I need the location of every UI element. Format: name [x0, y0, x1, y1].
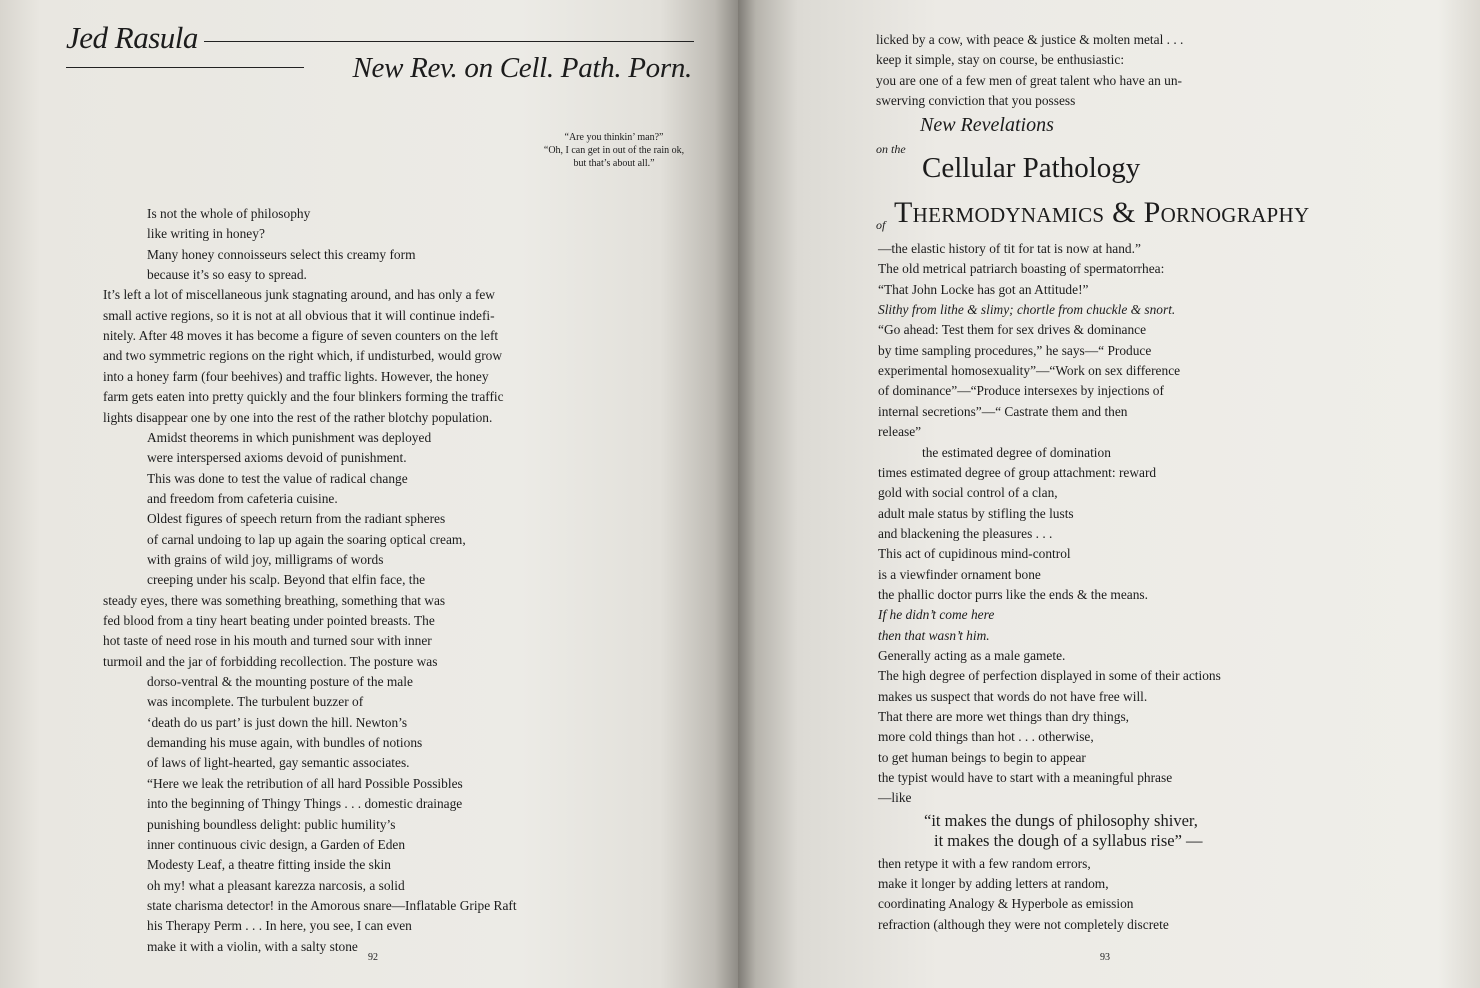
text-line: his Therapy Perm . . . In here, you see, I can even	[147, 918, 412, 934]
text-line: of dominance”—“Produce intersexes by injections of	[878, 383, 1164, 399]
text-line: —the elastic history of tit for tat is now at hand.”	[878, 241, 1141, 256]
page-number-right: 93	[1100, 952, 1110, 963]
text-line: then retype it with a few random errors,	[878, 855, 1091, 871]
text-line: Is not the whole of philosophy	[147, 206, 311, 221]
text-line: of carnal undoing to lap up again the soaring optical cream,	[147, 531, 466, 547]
text-line: with grains of wild joy, milligrams of words	[147, 551, 384, 567]
text-line: you are one of a few men of great talent who have an un-	[876, 72, 1182, 88]
text-line: hot taste of need rose in his mouth and turned sour with inner	[103, 633, 432, 649]
text-line: creeping under his scalp. Beyond that elfin face, the	[147, 572, 426, 588]
text-line: like writing in honey?	[147, 226, 265, 242]
text-line: more cold things than hot . . . otherwise,	[878, 729, 1094, 745]
title-thermodynamics-pornography: Thermodynamics & Pornography	[894, 196, 1310, 229]
text-line: by time sampling procedures,” he says—“ Produce	[878, 342, 1152, 358]
text-line: “it makes the dungs of philosophy shiver,	[924, 810, 1198, 830]
text-line: Many honey connoisseurs select this creamy form	[147, 246, 416, 262]
text-line: refraction (although they were not completely discrete	[878, 916, 1169, 932]
text-line: into the beginning of Thingy Things . . . domestic drainage	[147, 796, 463, 812]
text-line: and freedom from cafeteria cuisine.	[147, 490, 338, 506]
right-page	[738, 0, 1480, 988]
text-line: The old metrical patriarch boasting of spermatorrhea:	[878, 261, 1165, 277]
text-line: of laws of light-hearted, gay semantic associates.	[147, 755, 410, 771]
text-line: adult male status by stifling the lusts	[878, 505, 1074, 521]
text-line: to get human beings to begin to appear	[878, 749, 1086, 765]
text-line: oh my! what a pleasant karezza narcosis, a solid	[147, 877, 405, 893]
text-line: Generally acting as a male gamete.	[878, 648, 1066, 663]
on-the-label: on the	[876, 142, 906, 156]
text-line: Modesty Leaf, a theatre fitting inside the skin	[147, 857, 391, 873]
text-line: gold with social control of a clan,	[878, 485, 1058, 501]
author-name: Jed Rasula	[66, 20, 198, 55]
text-line: ‘death do us part’ is just down the hill. Newton’s	[147, 714, 408, 730]
text-line: make it with a violin, with a salty stone	[147, 938, 358, 954]
text-line: into a honey farm (four beehives) and traffic lights. However, the honey	[103, 368, 489, 384]
text-line: fed blood from a tiny heart beating under pointed breasts. The	[103, 613, 435, 628]
text-line: times estimated degree of group attachment: reward	[878, 464, 1157, 480]
show-through-text	[1138, 20, 1478, 940]
text-line: That there are more wet things than dry things,	[878, 709, 1130, 725]
text-line: It’s left a lot of miscellaneous junk stagnating around, and has only a few	[103, 287, 495, 303]
text-line: “Go ahead: Test them for sex drives & dominance	[878, 322, 1147, 338]
text-line: and two symmetric regions on the right which, if undisturbed, would grow	[103, 348, 503, 364]
text-line: dorso-ventral & the mounting posture of the male	[147, 674, 413, 690]
text-line: farm gets eaten into pretty quickly and the four blinkers forming the traffic	[103, 389, 504, 405]
text-line: were interspersed axioms devoid of punishment.	[147, 450, 407, 466]
text-line: experimental homosexuality”—“Work on sex difference	[878, 363, 1181, 379]
article-title: New Rev. on Cell. Path. Porn.	[352, 52, 692, 84]
text-line: swerving conviction that you possess	[876, 92, 1076, 108]
epigraph-line: “Are you thinkin’ man?”	[564, 132, 664, 143]
text-line: This act of cupidinous mind-control	[878, 546, 1071, 562]
text-line: “That John Locke has got an Attitude!”	[878, 281, 1089, 297]
text-line: keep it simple, stay on course, be enthusiastic:	[876, 52, 1125, 68]
header-rule-top	[204, 41, 694, 42]
epigraph-line: but that’s about all.”	[573, 158, 655, 169]
text-line: make it longer by adding letters at random,	[878, 875, 1109, 891]
text-line: the typist would have to start with a meaningful phrase	[878, 770, 1173, 786]
text-line: licked by a cow, with peace & justice & molten metal . . .	[876, 32, 1184, 47]
text-line: internal secretions”—“ Castrate them and then	[878, 403, 1128, 419]
text-line: it makes the dough of a syllabus rise” —	[934, 831, 1203, 851]
page-number-left: 92	[368, 952, 378, 963]
text-line: and blackening the pleasures . . .	[878, 525, 1053, 541]
text-line: coordinating Analogy & Hyperbole as emission	[878, 896, 1134, 912]
text-line: the phallic doctor purrs like the ends & the means.	[878, 586, 1148, 602]
text-line: Amidst theorems in which punishment was deployed	[147, 429, 432, 445]
text-line: —like	[878, 790, 912, 806]
text-line: because it’s so easy to spread.	[147, 267, 307, 283]
epigraph	[530, 131, 698, 170]
text-line: state charisma detector! in the Amorous snare—Inflatable Gripe Raft	[147, 897, 517, 913]
text-line: The high degree of perfection displayed in some of their actions	[878, 668, 1221, 684]
text-line: lights disappear one by one into the rest of the rather blotchy population.	[103, 409, 493, 425]
text-line: was incomplete. The turbulent buzzer of	[147, 694, 364, 710]
text-line: the estimated degree of domination	[922, 444, 1111, 460]
epigraph-line: “Oh, I can get in out of the rain ok,	[543, 145, 685, 156]
text-line: turmoil and the jar of forbidding recollection. The posture was	[103, 653, 438, 669]
text-line: demanding his muse again, with bundles of notions	[147, 735, 423, 751]
text-line: inner continuous civic design, a Garden of Eden	[147, 836, 406, 852]
text-line: makes us suspect that words do not have free will.	[878, 688, 1148, 704]
text-line: “Here we leak the retribution of all hard Possible Possibles	[147, 775, 463, 791]
text-line: is a viewfinder ornament bone	[878, 566, 1041, 582]
text-line: This was done to test the value of radical change	[147, 470, 408, 486]
text-line: Slithy from lithe & slimy; chortle from chuckle & snort.	[878, 302, 1176, 318]
header-rule-bottom	[66, 67, 304, 68]
text-line: Oldest figures of speech return from the radiant spheres	[147, 511, 446, 527]
text-line: If he didn’t come here	[878, 607, 995, 623]
text-line: small active regions, so it is not at all obvious that it will continue indefi-	[103, 307, 495, 323]
title-cellular-pathology: Cellular Pathology	[922, 152, 1141, 184]
text-line: punishing boundless delight: public humility’s	[147, 816, 396, 832]
of-label: of	[876, 218, 886, 232]
text-line: release”	[878, 424, 922, 440]
text-line: steady eyes, there was something breathing, something that was	[103, 592, 446, 608]
text-line: nitely. After 48 moves it has become a figure of seven counters on the left	[103, 328, 499, 344]
section-head-italic: New Revelations	[920, 114, 1054, 136]
left-page	[0, 0, 738, 988]
text-line: then that wasn’t him.	[878, 627, 990, 643]
